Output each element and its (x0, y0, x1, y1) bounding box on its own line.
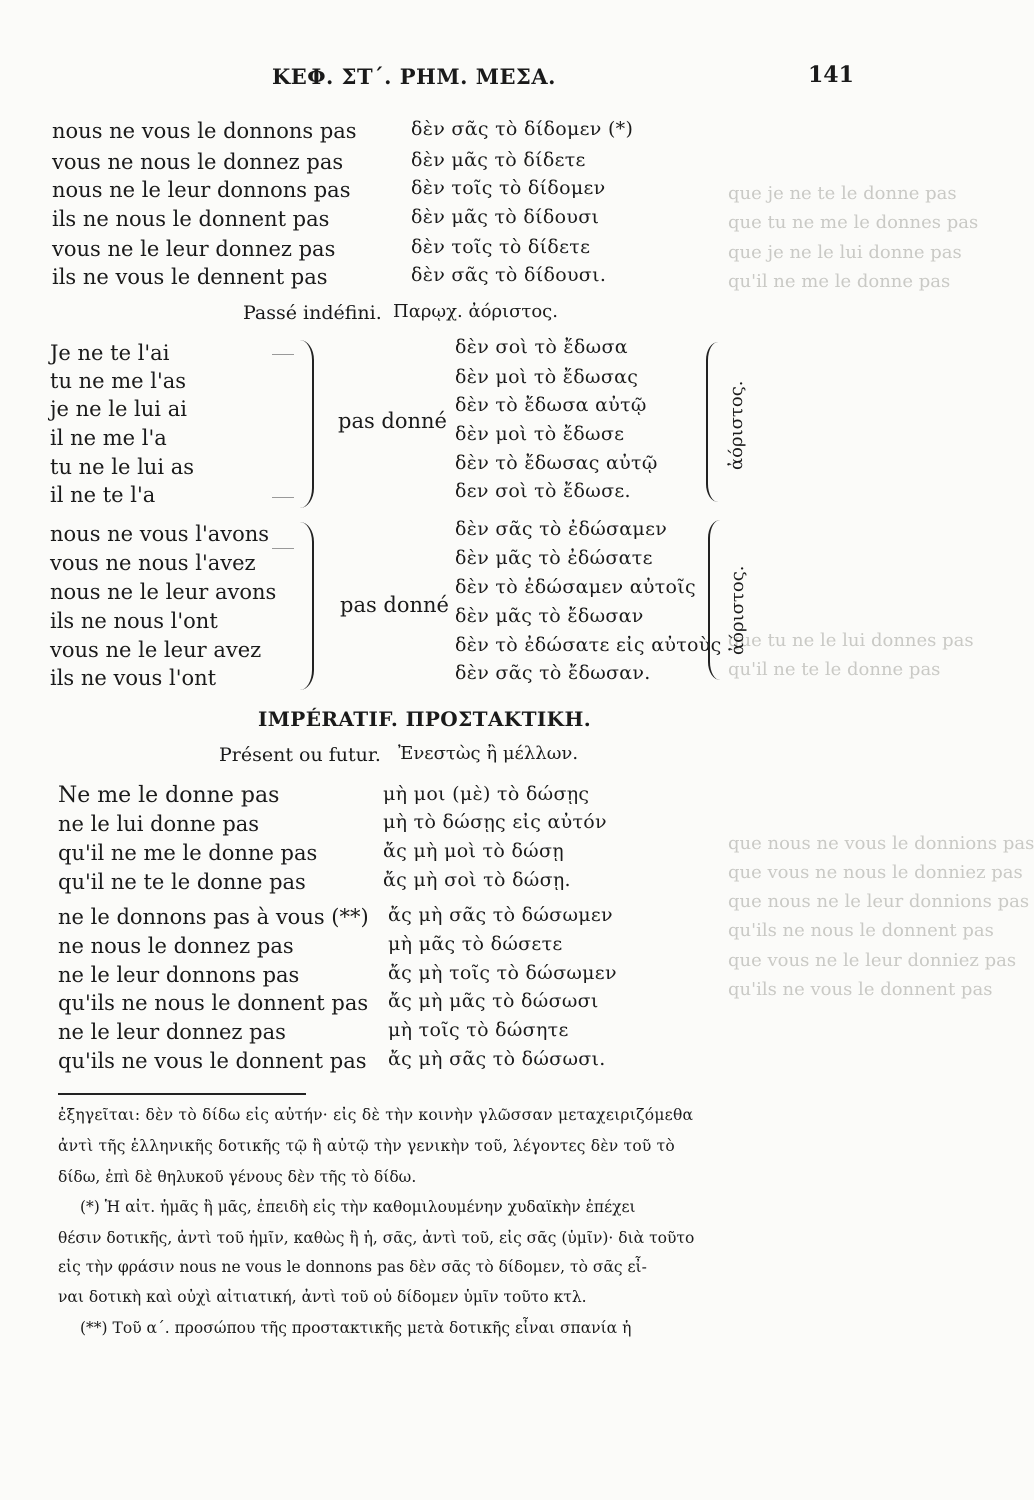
left-brace (298, 340, 314, 508)
fr-line: il ne te l'a (50, 483, 156, 507)
gr-line: δὲν σᾶς τὸ ἔδωσαν. (455, 662, 651, 684)
show-through-line: que tu ne le lui donnes pas (728, 630, 974, 651)
show-through-line: que je ne le lui donne pas (728, 242, 962, 263)
fr-line: nous ne le leur donnons pas (52, 178, 351, 202)
gr-line: μὴ τοῖς τὸ δώσητε (388, 1019, 569, 1041)
gr-line: δὲν σᾶς τὸ δίδουσι. (411, 264, 607, 286)
fr-line: vous ne nous le donnez pas (52, 150, 344, 174)
fr-line: Ne me le donne pas (58, 783, 280, 808)
gr-line: μὴ μοι (μὲ) τὸ δώσῃς (383, 783, 590, 805)
footnote-line: ἐξηγεῖται: δὲν τὸ δίδω εἰς αὐτήν· εἰς δὲ τὴν κοινὴν γλῶσσαν μεταχειριζόμεθα (58, 1106, 694, 1124)
footnote-line: (*) Ἡ αἰτ. ἡμᾶς ἢ μᾶς, ἐπειδὴ εἰς τὴν καθομιλουμένην χυδαϊκὴν ἐπέχει (80, 1198, 636, 1216)
fr-line: ne nous le donnez pas (58, 934, 294, 958)
gr-line: δὲν σᾶς τὸ δίδομεν (*) (411, 118, 634, 140)
footnote-line: ναι δοτικὴ καὶ οὐχὶ αἰτιατική, ἀντὶ τοῦ οὐ δίδομεν ὑμῖν τοῦτο κτλ. (58, 1288, 587, 1306)
passe-heading-fr: Passé indéfini. (243, 302, 382, 324)
shared-verb-label: pas donné (338, 409, 447, 433)
show-through-line: que nous ne le leur donnions pas (728, 891, 1030, 912)
gr-line: ἄς μὴ σᾶς τὸ δώσωμεν (388, 904, 613, 926)
leader-dash (272, 354, 294, 355)
fr-line: ils ne nous le donnent pas (52, 207, 330, 231)
gr-line: δὲν τὸ ἔδωσας αὐτῷ (455, 452, 658, 474)
page-number: 141 (808, 62, 854, 88)
fr-line: ne le leur donnez pas (58, 1020, 286, 1044)
fr-line: ne le donnons pas à vous (**) (58, 905, 369, 929)
show-through-line: qu'ils ne nous le donnent pas (728, 920, 994, 941)
side-label-aorist: ἀόριστος. (726, 380, 747, 470)
fr-line: nous ne vous le donnons pas (52, 119, 357, 143)
fr-line: tu ne me l'as (50, 369, 187, 393)
gr-line: ἄς μὴ σᾶς τὸ δώσωσι. (388, 1048, 606, 1070)
footnote-line: (**) Τοῦ α΄. προσώπου τῆς προστακτικῆς μετὰ δοτικῆς εἶναι σπανία ἡ (80, 1319, 632, 1337)
fr-line: il ne me l'a (50, 426, 167, 450)
fr-line: ils ne vous l'ont (50, 666, 217, 690)
right-brace (706, 342, 720, 502)
fr-line: qu'il ne me le donne pas (58, 841, 318, 865)
gr-line: δὲν μοὶ τὸ ἔδωσας (455, 366, 639, 388)
gr-line: μὴ μᾶς τὸ δώσετε (388, 933, 563, 955)
footnote-line: δίδω, ἐπὶ δὲ θηλυκοῦ γένους δὲν τῆς τὸ δίδω. (58, 1168, 417, 1186)
gr-line: δὲν μᾶς τὸ δίδετε (411, 149, 586, 171)
fr-line: ils ne vous le dennent pas (52, 265, 328, 289)
fr-line: Je ne te l'ai (50, 341, 170, 365)
fr-line: ne le leur donnons pas (58, 963, 300, 987)
gr-line: δὲν σᾶς τὸ ἐδώσαμεν (455, 518, 668, 540)
gr-line: δὲν μᾶς τὸ δίδουσι (411, 206, 600, 228)
show-through-line: que je ne te le donne pas (728, 183, 957, 204)
gr-line: δὲν τὸ ἐδώσαμεν αὐτοῖς (455, 576, 696, 598)
show-through-line: que vous ne nous le donniez pas (728, 862, 1023, 883)
gr-line: δὲν τὸ ἐδώσατε εἰς αὐτοὺς (455, 634, 722, 656)
gr-line: δὲν μοὶ τὸ ἔδωσε (455, 423, 625, 445)
gr-line: ἄς μὴ μοὶ τὸ δώσῃ (383, 840, 564, 862)
fr-line: nous ne le leur avons (50, 580, 277, 604)
show-through-line: qu'il ne te le donne pas (728, 659, 941, 680)
show-through-line: que nous ne vous le donnions pas (728, 833, 1034, 854)
passe-heading-gr: Παρῳχ. ἀόριστος. (393, 301, 558, 322)
gr-line: μὴ τὸ δώσῃς εἰς αὐτόν (383, 811, 607, 833)
leader-dash (272, 497, 294, 498)
footnote-line: θέσιν δοτικῆς, ἀντὶ τοῦ ἡμῖν, καθὼς ἢ ἡ, σᾶς, ἀντὶ τοῦ, εἰς σᾶς (ὑμῖν)· διὰ τοῦτο (58, 1229, 695, 1247)
right-brace (708, 520, 722, 680)
footnote-rule (58, 1093, 306, 1095)
footnote-line: ἀντὶ τῆς ἑλληνικῆς δοτικῆς τῷ ἢ αὐτῷ τὴν γενικὴν τοῦ, λέγοντες δὲν τοῦ τὸ (58, 1137, 675, 1155)
shared-verb-label: pas donné (340, 593, 449, 617)
gr-line: ἄς μὴ τοῖς τὸ δώσωμεν (388, 962, 617, 984)
running-title: ΚΕΦ. ΣΤ΄. ΡΗΜ. ΜΕΣΑ. (272, 64, 556, 89)
gr-line: ἄς μὴ μᾶς τὸ δώσωσι (388, 990, 599, 1012)
fr-line: tu ne le lui as (50, 455, 195, 479)
gr-line: ἄς μὴ σοὶ τὸ δώσῃ. (383, 869, 571, 891)
fr-line: je ne le lui ai (50, 397, 187, 421)
gr-line: δὲν τοῖς τὸ δίδετε (411, 236, 591, 258)
fr-line: vous ne le leur avez (50, 638, 262, 662)
leader-dash (272, 548, 294, 549)
fr-line: nous ne vous l'avons (50, 522, 270, 546)
show-through-line: que vous ne le leur donniez pas (728, 950, 1017, 971)
show-through-line: qu'il ne me le donne pas (728, 271, 951, 292)
imperatif-heading: IMPÉRATIF. ΠΡΟΣΤΑΚΤΙΚΗ. (258, 707, 592, 731)
gr-line: δὲν τὸ ἔδωσα αὐτῷ (455, 394, 647, 416)
fr-line: qu'ils ne nous le donnent pas (58, 991, 369, 1015)
footnote-line: εἰς τὴν φράσιν nous ne vous le donnons pas δὲν σᾶς τὸ δίδομεν, τὸ σᾶς εἶ- (58, 1258, 647, 1276)
fr-line: ils ne nous l'ont (50, 609, 218, 633)
side-label-aorist: ἀόριστος. (727, 565, 748, 655)
gr-line: δὲν σοὶ τὸ ἔδωσα (455, 336, 628, 358)
fr-line: vous ne nous l'avez (50, 551, 256, 575)
fr-line: ne le lui donne pas (58, 812, 260, 836)
gr-line: δὲν μᾶς τὸ ἔδωσαν (455, 605, 644, 627)
gr-line: δὲν τοῖς τὸ δίδομεν (411, 177, 606, 199)
fr-line: qu'ils ne vous le donnent pas (58, 1049, 367, 1073)
fr-line: qu'il ne te le donne pas (58, 870, 306, 894)
show-through-line: que tu ne me le donnes pas (728, 212, 979, 233)
show-through-line: qu'ils ne vous le donnent pas (728, 979, 993, 1000)
imperatif-subheading-fr: Présent ou futur. (219, 744, 381, 766)
gr-line: δὲν μᾶς τὸ ἐδώσατε (455, 547, 653, 569)
left-brace (298, 522, 314, 690)
fr-line: vous ne le leur donnez pas (52, 237, 336, 261)
gr-line: δεν σοὶ τὸ ἔδωσε. (455, 480, 631, 502)
imperatif-subheading-gr: Ἐνεστὼς ἢ μέλλων. (398, 743, 579, 764)
